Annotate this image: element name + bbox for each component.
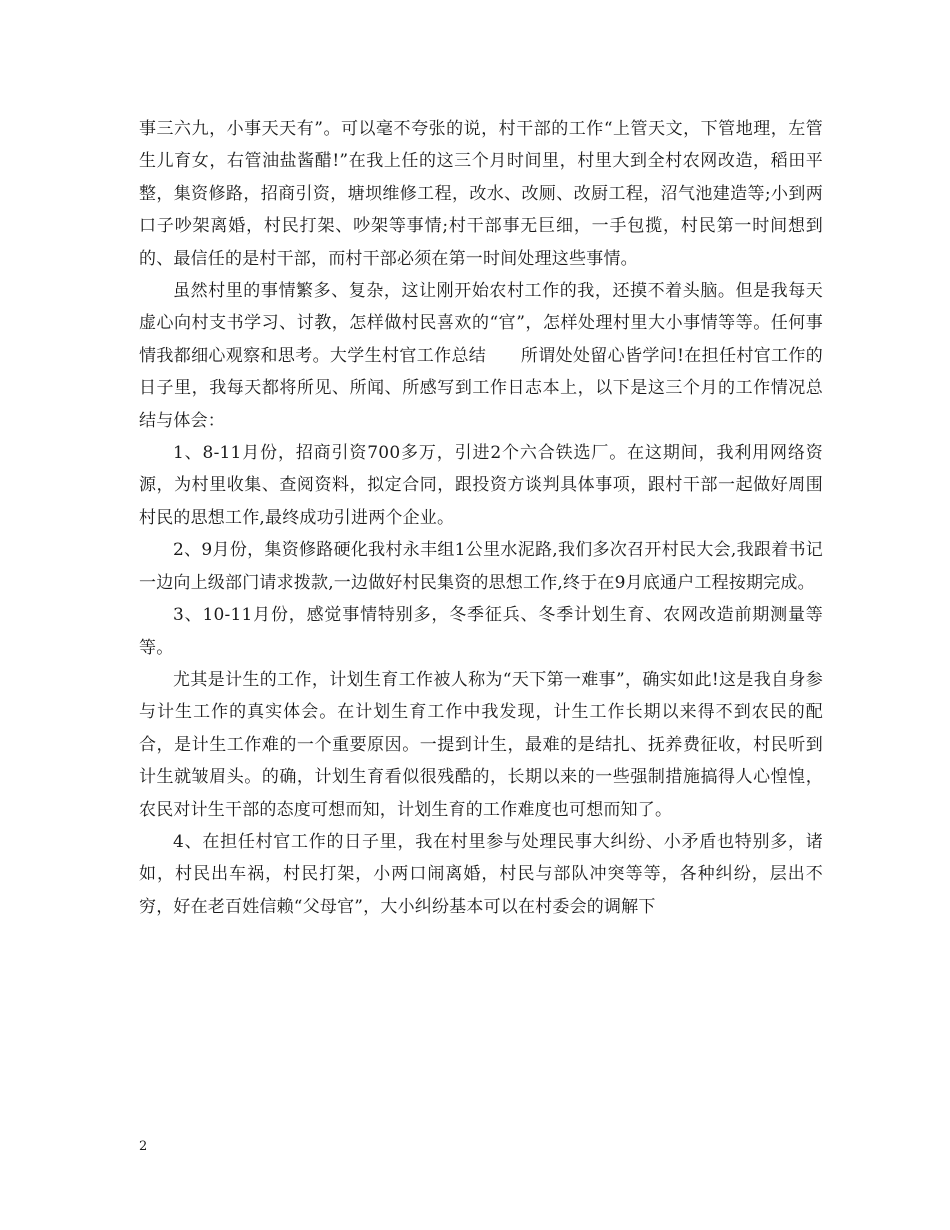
paragraph-3: 1、8-11月份，招商引资700多万，引进2个六合铁选厂。在这期间，我利用网络资源，为村里收集、查阅资料，拟定合同，跟投资方谈判具体事项，跟村干部一起做好周围村民的思想工作,最终成功引进两个企业。 <box>139 443 823 528</box>
paragraph-4: 2、9月份，集资修路硬化我村永丰组1公里水泥路,我们多次召开村民大会,我跟着书记一边向上级部门请求拨款,一边做好村民集资的思想工作,终于在9月底通户工程按期完成。 <box>139 540 823 593</box>
paragraph-2: 虽然村里的事情繁多、复杂，这让刚开始农村工作的我，还摸不着头脑。但是我每天虚心向村支书学习、讨教，怎样做村民喜欢的“官”，怎样处理村里大小事情等等。任何事情我都细心观察和思考。大学生村官工作总结 所谓处处留心皆学问!在担任村官工作的日子里，我每天都将所见、所闻、所感写到工作日志本上，以下是这三个月的工作情况总结与体会： <box>139 281 823 431</box>
paragraph-5: 3、10-11月份，感觉事情特别多，冬季征兵、冬季计划生育、农网改造前期测量等等。 <box>139 605 823 658</box>
document-body <box>139 113 823 923</box>
paragraph-1: 事三六九，小事天天有”。可以毫不夸张的说，村干部的工作“上管天文，下管地理，左管生儿育女，右管油盐酱醋!”在我上任的这三个月时间里，村里大到全村农网改造，稻田平整，集资修路，招商引资，塘坝维修工程，改水、改厕、改厨工程，沼气池建造等;小到两口子吵架离婚，村民打架、吵架等事情;村干部事无巨细，一手包揽，村民第一时间想到的、最信任的是村干部，而村干部必须在第一时间处理这些事情。 <box>139 119 823 269</box>
paragraph-6: 尤其是计生的工作，计划生育工作被人称为“天下第一难事”，确实如此!这是我自身参与计生工作的真实体会。在计划生育工作中我发现，计生工作长期以来得不到农民的配合，是计生工作难的一个重要原因。一提到计生，最难的是结扎、抚养费征收，村民听到计生就皱眉头。的确，计划生育看似很残酷的，长期以来的一些强制措施搞得人心惶惶，农民对计生干部的态度可想而知，计划生育的工作难度也可想而知了。 <box>139 669 823 820</box>
paragraph-7: 4、在担任村官工作的日子里，我在村里参与处理民事大纠纷、小矛盾也特别多，诸如，村民出车祸，村民打架，小两口闹离婚，村民与部队冲突等等，各种纠纷，层出不穷，好在老百姓信赖“父母官”，大小纠纷基本可以在村委会的调解下 <box>139 831 823 917</box>
page-number: 2 <box>139 1139 148 1154</box>
